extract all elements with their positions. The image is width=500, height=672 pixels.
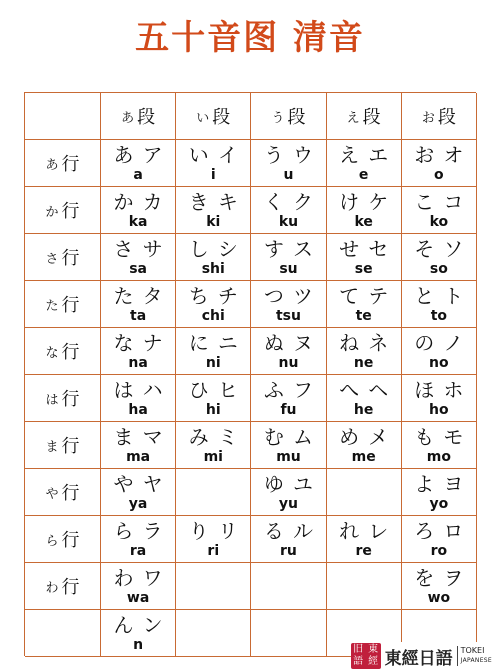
katakana: チ <box>217 284 238 308</box>
kana-pair <box>402 379 476 401</box>
kana-cell <box>402 281 477 328</box>
hiragana: わ <box>113 566 134 590</box>
katakana: ケ <box>368 190 389 214</box>
katakana: ル <box>293 519 314 543</box>
romaji: chi <box>201 308 225 324</box>
katakana: ユ <box>293 472 314 496</box>
empty-cell <box>327 563 402 610</box>
kana-cell <box>327 328 402 375</box>
kana-cell <box>251 469 326 516</box>
kana-pair <box>251 379 325 401</box>
hiragana: や <box>113 472 134 496</box>
column-header-kana: い <box>196 110 210 126</box>
empty-cell <box>327 469 402 516</box>
row-header-label: 行 <box>61 295 80 316</box>
kana-cell <box>402 516 477 563</box>
kana-pair <box>251 520 325 542</box>
hiragana: も <box>414 425 435 449</box>
katakana: ヒ <box>217 378 238 402</box>
kana-cell <box>402 234 477 281</box>
hiragana: し <box>188 237 209 261</box>
column-header-label: 段 <box>362 107 381 128</box>
row-header <box>25 422 101 469</box>
kana-pair <box>327 379 401 401</box>
kana-cell <box>251 140 326 187</box>
katakana: レ <box>368 519 389 543</box>
kana-cell <box>402 328 477 375</box>
kana-cell <box>251 375 326 422</box>
katakana: ノ <box>443 331 464 355</box>
kana-cell <box>251 187 326 234</box>
corner-cell <box>25 93 101 140</box>
romaji: wa <box>126 590 150 606</box>
romaji: mi <box>203 449 223 465</box>
row-header <box>25 610 101 657</box>
row-header <box>25 187 101 234</box>
katakana: リ <box>217 519 238 543</box>
hiragana: あ <box>113 143 134 167</box>
column-header-kana: え <box>346 110 360 126</box>
row-header-label: 行 <box>61 389 80 410</box>
katakana: ヤ <box>142 472 163 496</box>
seal-char: 旧 <box>353 644 364 655</box>
romaji: ri <box>207 543 220 559</box>
kana-pair <box>402 238 476 260</box>
kana-pair <box>402 520 476 542</box>
hiragana: み <box>188 425 209 449</box>
kana-pair <box>327 238 401 260</box>
hiragana: れ <box>339 519 360 543</box>
kana-cell <box>176 328 251 375</box>
row-header-kana: か <box>45 204 59 220</box>
row-header <box>25 140 101 187</box>
row-header-label: 行 <box>61 577 80 598</box>
romaji: ka <box>128 214 148 230</box>
hiragana: お <box>414 143 435 167</box>
row-header-kana: た <box>45 298 59 314</box>
katakana: オ <box>443 143 464 167</box>
kana-pair <box>101 191 175 213</box>
kana-pair <box>402 144 476 166</box>
kana-cell <box>251 516 326 563</box>
column-header-label: 段 <box>287 107 306 128</box>
katakana: ニ <box>217 331 238 355</box>
kana-cell <box>327 187 402 234</box>
katakana: ソ <box>443 237 464 261</box>
hiragana: り <box>188 519 209 543</box>
kana-cell <box>176 516 251 563</box>
row-header-label: 行 <box>61 342 80 363</box>
kana-pair <box>251 473 325 495</box>
kana-pair <box>327 144 401 166</box>
katakana: ラ <box>142 519 163 543</box>
kana-pair <box>251 426 325 448</box>
hiragana: ぬ <box>263 331 284 355</box>
hiragana: に <box>188 331 209 355</box>
katakana: ン <box>142 613 163 637</box>
hiragana: め <box>339 425 360 449</box>
row-header <box>25 375 101 422</box>
katakana: マ <box>142 425 163 449</box>
row-header-label: 行 <box>61 201 80 222</box>
romaji: ki <box>206 214 221 230</box>
romaji: ku <box>278 214 299 230</box>
kana-cell <box>327 375 402 422</box>
hiragana: へ <box>339 378 360 402</box>
hiragana: ま <box>113 425 134 449</box>
page-title: 五十音图 清音 <box>135 18 365 58</box>
row-header-kana: な <box>45 345 59 361</box>
hiragana: と <box>414 284 435 308</box>
katakana: ワ <box>142 566 163 590</box>
tokei-logo <box>351 642 492 670</box>
romaji: sa <box>129 261 147 277</box>
kana-pair <box>101 426 175 448</box>
hiragana: え <box>339 143 360 167</box>
romaji: so <box>429 261 448 277</box>
kana-cell <box>402 563 477 610</box>
column-header <box>176 93 251 140</box>
romaji: o <box>434 167 444 183</box>
column-header <box>402 93 477 140</box>
kana-pair <box>176 238 250 260</box>
romaji: ne <box>353 355 374 371</box>
row-header-label: 行 <box>61 248 80 269</box>
hiragana: る <box>263 519 284 543</box>
romaji: te <box>355 308 372 324</box>
kana-pair <box>251 144 325 166</box>
row-header-kana: ら <box>45 533 59 549</box>
kana-cell <box>327 281 402 328</box>
romaji: yo <box>429 496 449 512</box>
hiragana: つ <box>263 284 284 308</box>
romaji: su <box>279 261 298 277</box>
hiragana: ひ <box>188 378 209 402</box>
kana-pair <box>176 332 250 354</box>
hiragana: ろ <box>414 519 435 543</box>
katakana: ナ <box>142 331 163 355</box>
romaji: ya <box>128 496 148 512</box>
kana-cell <box>101 281 176 328</box>
hiragana: す <box>263 237 284 261</box>
kana-pair <box>402 191 476 213</box>
kana-pair <box>101 567 175 589</box>
romaji: u <box>283 167 294 183</box>
kana-table <box>24 92 476 656</box>
kana-cell <box>101 234 176 281</box>
kana-cell <box>251 422 326 469</box>
katakana: サ <box>142 237 163 261</box>
kana-pair <box>101 379 175 401</box>
row-header-kana: や <box>45 486 59 502</box>
kana-pair <box>327 191 401 213</box>
katakana: ホ <box>443 378 464 402</box>
kana-pair <box>327 285 401 307</box>
hiragana: ち <box>188 284 209 308</box>
kana-pair <box>101 332 175 354</box>
logo-text: 東經日語 <box>384 648 453 669</box>
kana-pair <box>402 567 476 589</box>
hiragana: か <box>113 190 134 214</box>
kana-cell <box>101 422 176 469</box>
katakana: ア <box>142 143 163 167</box>
katakana: ト <box>443 284 464 308</box>
romaji: ha <box>128 402 148 418</box>
katakana: ス <box>293 237 314 261</box>
kana-cell <box>101 516 176 563</box>
romaji: he <box>353 402 374 418</box>
romaji: hi <box>205 402 221 418</box>
hiragana: の <box>414 331 435 355</box>
row-header-label: 行 <box>61 483 80 504</box>
kana-pair <box>101 285 175 307</box>
katakana: モ <box>443 425 464 449</box>
romaji: n <box>133 637 144 653</box>
romaji: na <box>128 355 148 371</box>
kana-cell <box>176 422 251 469</box>
hiragana: ゆ <box>263 472 284 496</box>
kana-cell <box>251 234 326 281</box>
romaji: me <box>351 449 376 465</box>
kana-cell <box>327 234 402 281</box>
column-header-label: 段 <box>212 107 231 128</box>
seal-char: 經 <box>368 656 379 667</box>
row-header <box>25 469 101 516</box>
hiragana: け <box>339 190 360 214</box>
kana-cell <box>402 375 477 422</box>
empty-cell <box>176 563 251 610</box>
row-header-label: 行 <box>61 530 80 551</box>
kana-pair <box>101 238 175 260</box>
logo-english <box>457 646 492 666</box>
kana-cell <box>176 234 251 281</box>
kana-cell <box>402 469 477 516</box>
romaji: ke <box>354 214 373 230</box>
empty-cell <box>176 610 251 657</box>
romaji: tsu <box>275 308 301 324</box>
kana-cell <box>101 187 176 234</box>
kana-pair <box>327 520 401 542</box>
empty-cell <box>251 610 326 657</box>
hiragana: て <box>339 284 360 308</box>
katakana: テ <box>368 284 389 308</box>
romaji: yu <box>278 496 299 512</box>
katakana: シ <box>217 237 238 261</box>
row-header-kana: ま <box>45 439 59 455</box>
kana-pair <box>327 426 401 448</box>
romaji: ru <box>280 543 297 559</box>
row-header <box>25 516 101 563</box>
hiragana: こ <box>414 190 435 214</box>
kana-cell <box>402 140 477 187</box>
romaji: mu <box>276 449 301 465</box>
katakana: ミ <box>217 425 238 449</box>
kana-pair <box>176 379 250 401</box>
kana-cell <box>402 422 477 469</box>
kana-pair <box>176 520 250 542</box>
katakana: ヘ <box>368 378 389 402</box>
romaji: ta <box>130 308 147 324</box>
column-header-label: 段 <box>437 107 456 128</box>
kana-pair <box>101 520 175 542</box>
katakana: コ <box>443 190 464 214</box>
katakana: セ <box>368 237 389 261</box>
column-header <box>101 93 176 140</box>
column-header-kana: あ <box>121 110 135 126</box>
romaji: e <box>358 167 369 183</box>
romaji: ho <box>429 402 449 418</box>
kana-cell <box>101 469 176 516</box>
romaji: nu <box>278 355 299 371</box>
katakana: フ <box>293 378 314 402</box>
logo-en-sub: JAPANESE <box>460 657 492 664</box>
katakana: エ <box>368 143 389 167</box>
romaji: wo <box>427 590 451 606</box>
hiragana: ほ <box>414 378 435 402</box>
kana-cell <box>101 610 176 657</box>
katakana: ロ <box>443 519 464 543</box>
hiragana: を <box>414 566 435 590</box>
katakana: イ <box>217 143 238 167</box>
kana-pair <box>101 614 175 636</box>
kana-cell <box>327 140 402 187</box>
hiragana: む <box>263 425 284 449</box>
row-header-kana: は <box>45 392 59 408</box>
row-header <box>25 328 101 375</box>
katakana: ク <box>293 190 314 214</box>
empty-cell <box>251 563 326 610</box>
katakana: ヲ <box>443 566 464 590</box>
row-header <box>25 281 101 328</box>
katakana: ネ <box>368 331 389 355</box>
hiragana: た <box>113 284 134 308</box>
katakana: ヨ <box>443 472 464 496</box>
kana-cell <box>176 140 251 187</box>
katakana: ム <box>293 425 314 449</box>
hiragana: は <box>113 378 134 402</box>
romaji: ni <box>205 355 221 371</box>
kana-pair <box>101 144 175 166</box>
hiragana: ふ <box>263 378 284 402</box>
kana-pair <box>251 191 325 213</box>
romaji: mo <box>426 449 451 465</box>
row-header <box>25 563 101 610</box>
katakana: メ <box>368 425 389 449</box>
romaji: re <box>355 543 372 559</box>
column-header-label: 段 <box>137 107 156 128</box>
katakana: タ <box>142 284 163 308</box>
kana-pair <box>176 285 250 307</box>
katakana: ハ <box>142 378 163 402</box>
romaji: ra <box>129 543 147 559</box>
hiragana: い <box>188 143 209 167</box>
column-header <box>251 93 326 140</box>
romaji: ro <box>430 543 448 559</box>
kana-pair <box>402 426 476 448</box>
romaji: ko <box>429 214 449 230</box>
kana-pair <box>251 332 325 354</box>
kana-pair <box>402 332 476 354</box>
romaji: to <box>430 308 447 324</box>
hiragana: さ <box>113 237 134 261</box>
empty-cell <box>176 469 251 516</box>
romaji: shi <box>201 261 225 277</box>
kana-pair <box>251 238 325 260</box>
romaji: fu <box>280 402 297 418</box>
hiragana: ら <box>113 519 134 543</box>
kana-pair <box>327 332 401 354</box>
kana-cell <box>251 281 326 328</box>
hiragana: な <box>113 331 134 355</box>
kana-cell <box>176 187 251 234</box>
romaji: i <box>210 167 216 183</box>
kana-cell <box>251 328 326 375</box>
kana-cell <box>101 563 176 610</box>
kana-cell <box>101 375 176 422</box>
kana-cell <box>327 422 402 469</box>
kana-pair <box>176 426 250 448</box>
kana-pair <box>402 285 476 307</box>
kana-pair <box>251 285 325 307</box>
hiragana: ん <box>113 613 134 637</box>
kana-pair <box>176 191 250 213</box>
kana-pair <box>176 144 250 166</box>
hiragana: き <box>188 190 209 214</box>
katakana: ヌ <box>293 331 314 355</box>
column-header-kana: お <box>421 110 435 126</box>
katakana: ウ <box>293 143 314 167</box>
kana-cell <box>101 140 176 187</box>
kana-cell <box>176 375 251 422</box>
row-header-kana: あ <box>45 157 59 173</box>
kana-cell <box>176 281 251 328</box>
hiragana: ね <box>339 331 360 355</box>
hiragana: く <box>263 190 284 214</box>
katakana: キ <box>217 190 238 214</box>
hiragana: よ <box>414 472 435 496</box>
row-header <box>25 234 101 281</box>
romaji: a <box>133 167 143 183</box>
katakana: ツ <box>293 284 314 308</box>
row-header-label: 行 <box>61 436 80 457</box>
kana-cell <box>327 516 402 563</box>
kana-pair <box>101 473 175 495</box>
romaji: se <box>354 261 373 277</box>
row-header-kana: さ <box>45 251 59 267</box>
hiragana: せ <box>339 237 360 261</box>
logo-seal <box>351 643 381 669</box>
katakana: カ <box>142 190 163 214</box>
kana-cell <box>101 328 176 375</box>
hiragana: そ <box>414 237 435 261</box>
seal-char: 語 <box>353 656 364 667</box>
kana-cell <box>402 187 477 234</box>
hiragana: う <box>263 143 284 167</box>
logo-en-name: TOKEI <box>460 646 485 655</box>
row-header-kana: わ <box>45 580 59 596</box>
seal-char: 東 <box>368 644 379 655</box>
romaji: ma <box>126 449 151 465</box>
row-header-label: 行 <box>61 154 80 175</box>
romaji: no <box>429 355 449 371</box>
column-header <box>327 93 402 140</box>
kana-pair <box>402 473 476 495</box>
column-header-kana: う <box>271 110 285 126</box>
